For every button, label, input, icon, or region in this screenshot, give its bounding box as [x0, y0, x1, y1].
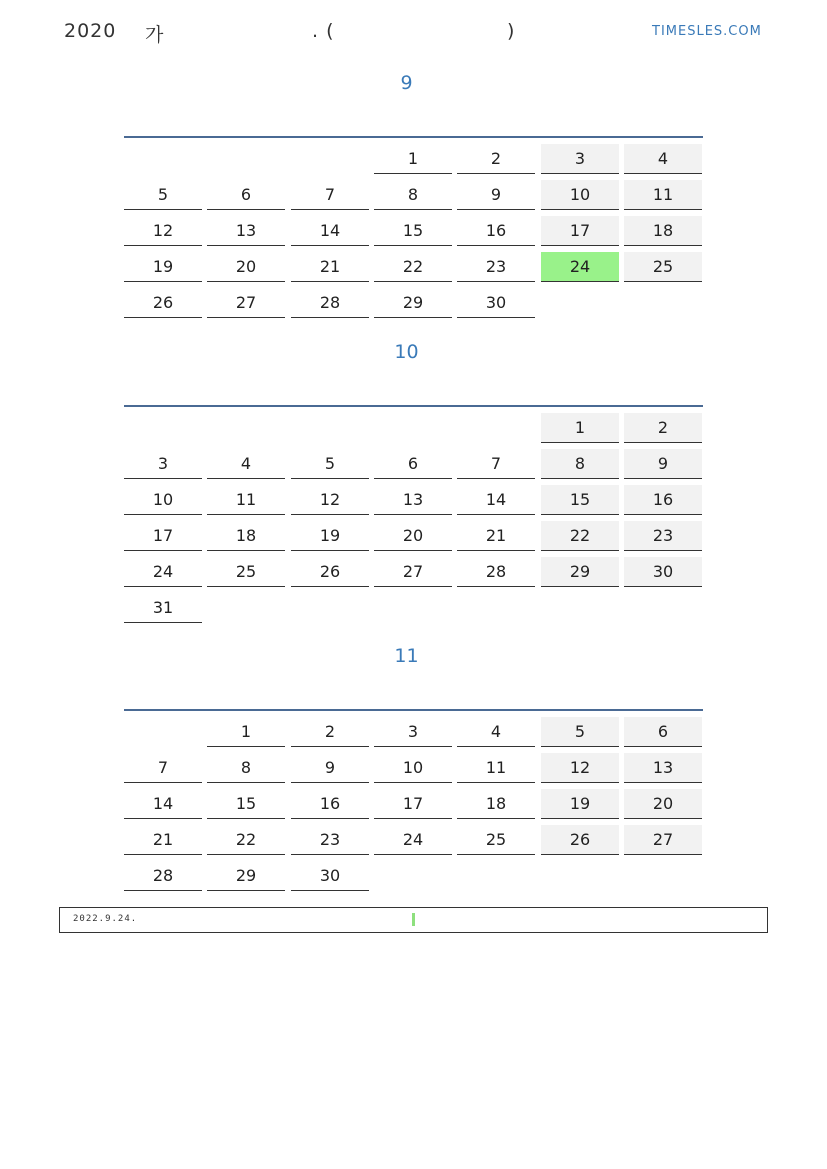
day-cell[interactable]: 12: [291, 485, 369, 515]
day-cell[interactable]: 31: [124, 593, 202, 623]
day-cell[interactable]: 2: [624, 413, 702, 443]
day-cell[interactable]: 29: [541, 557, 619, 587]
day-cell[interactable]: 22: [374, 252, 452, 282]
day-cell[interactable]: 18: [624, 216, 702, 246]
day-cell[interactable]: 13: [624, 753, 702, 783]
day-cell[interactable]: 6: [374, 449, 452, 479]
day-cell[interactable]: 25: [457, 825, 535, 855]
day-cell[interactable]: 4: [624, 144, 702, 174]
day-cell[interactable]: 16: [624, 485, 702, 515]
day-cell[interactable]: 9: [624, 449, 702, 479]
month-title-sep: 9: [400, 72, 413, 94]
calendar-rule: [124, 405, 703, 407]
day-cell[interactable]: 21: [124, 825, 202, 855]
footer-bar: [59, 907, 768, 933]
day-cell[interactable]: 14: [124, 789, 202, 819]
day-cell[interactable]: 14: [457, 485, 535, 515]
title-dot-paren: . (: [312, 20, 335, 42]
month-title-oct: 10: [394, 341, 419, 363]
day-cell[interactable]: 2: [457, 144, 535, 174]
day-cell[interactable]: 1: [207, 717, 285, 747]
day-cell[interactable]: 18: [457, 789, 535, 819]
day-cell[interactable]: 27: [207, 288, 285, 318]
day-cell[interactable]: 15: [541, 485, 619, 515]
day-cell[interactable]: 6: [207, 180, 285, 210]
day-cell[interactable]: 29: [374, 288, 452, 318]
day-cell[interactable]: 14: [291, 216, 369, 246]
day-cell[interactable]: 1: [374, 144, 452, 174]
day-cell[interactable]: 20: [624, 789, 702, 819]
day-cell[interactable]: 12: [541, 753, 619, 783]
day-cell[interactable]: 23: [291, 825, 369, 855]
day-cell[interactable]: 24: [374, 825, 452, 855]
day-cell[interactable]: 13: [374, 485, 452, 515]
day-cell[interactable]: 4: [457, 717, 535, 747]
day-cell[interactable]: 30: [624, 557, 702, 587]
day-cell[interactable]: 6: [624, 717, 702, 747]
day-cell[interactable]: 27: [374, 557, 452, 587]
day-cell[interactable]: 20: [207, 252, 285, 282]
day-cell[interactable]: 26: [291, 557, 369, 587]
day-cell[interactable]: 25: [207, 557, 285, 587]
day-cell[interactable]: 10: [541, 180, 619, 210]
day-cell[interactable]: 22: [207, 825, 285, 855]
day-cell[interactable]: 19: [541, 789, 619, 819]
day-cell[interactable]: 16: [291, 789, 369, 819]
day-cell[interactable]: 8: [207, 753, 285, 783]
day-cell[interactable]: 17: [374, 789, 452, 819]
title-year: 2020: [64, 20, 117, 42]
footer-date: 2022.9.24.: [73, 914, 138, 924]
day-cell[interactable]: 29: [207, 861, 285, 891]
day-cell[interactable]: 7: [291, 180, 369, 210]
day-cell[interactable]: 30: [457, 288, 535, 318]
day-cell[interactable]: 5: [124, 180, 202, 210]
day-cell[interactable]: 5: [541, 717, 619, 747]
day-cell[interactable]: 11: [624, 180, 702, 210]
day-cell[interactable]: 26: [124, 288, 202, 318]
day-cell[interactable]: 15: [374, 216, 452, 246]
day-cell[interactable]: 3: [124, 449, 202, 479]
day-cell[interactable]: 21: [457, 521, 535, 551]
day-cell[interactable]: 8: [541, 449, 619, 479]
day-cell[interactable]: 3: [374, 717, 452, 747]
day-cell[interactable]: 25: [624, 252, 702, 282]
day-cell[interactable]: 9: [291, 753, 369, 783]
day-cell[interactable]: 16: [457, 216, 535, 246]
day-cell[interactable]: 5: [291, 449, 369, 479]
day-cell[interactable]: 19: [124, 252, 202, 282]
day-cell[interactable]: 23: [457, 252, 535, 282]
day-cell[interactable]: 30: [291, 861, 369, 891]
calendar-rule: [124, 136, 703, 138]
day-cell[interactable]: 21: [291, 252, 369, 282]
day-cell[interactable]: 28: [291, 288, 369, 318]
day-cell[interactable]: 9: [457, 180, 535, 210]
calendar-rule: [124, 709, 703, 711]
day-cell[interactable]: 8: [374, 180, 452, 210]
today-marker: [412, 913, 415, 926]
title-close-paren: ): [507, 20, 516, 42]
day-cell[interactable]: 28: [457, 557, 535, 587]
day-cell[interactable]: 17: [541, 216, 619, 246]
day-cell[interactable]: 4: [207, 449, 285, 479]
day-cell[interactable]: 27: [624, 825, 702, 855]
day-cell[interactable]: 28: [124, 861, 202, 891]
day-cell[interactable]: 3: [541, 144, 619, 174]
day-cell[interactable]: 17: [124, 521, 202, 551]
day-cell[interactable]: 11: [207, 485, 285, 515]
day-cell[interactable]: 20: [374, 521, 452, 551]
day-cell[interactable]: 19: [291, 521, 369, 551]
title-char: 가: [145, 24, 165, 46]
day-cell[interactable]: 24: [124, 557, 202, 587]
month-title-nov: 11: [394, 645, 419, 667]
day-cell[interactable]: 1: [541, 413, 619, 443]
day-cell[interactable]: 2: [291, 717, 369, 747]
day-cell[interactable]: 10: [124, 485, 202, 515]
day-cell-today[interactable]: 24: [541, 252, 619, 282]
day-cell[interactable]: 18: [207, 521, 285, 551]
day-cell[interactable]: 10: [374, 753, 452, 783]
day-cell[interactable]: 7: [124, 753, 202, 783]
day-cell[interactable]: 11: [457, 753, 535, 783]
day-cell[interactable]: 12: [124, 216, 202, 246]
day-cell[interactable]: 22: [541, 521, 619, 551]
day-cell[interactable]: 15: [207, 789, 285, 819]
day-cell[interactable]: 7: [457, 449, 535, 479]
day-cell[interactable]: 26: [541, 825, 619, 855]
site-link[interactable]: TIMESLES.COM: [652, 24, 762, 39]
day-cell[interactable]: 23: [624, 521, 702, 551]
day-cell[interactable]: 13: [207, 216, 285, 246]
